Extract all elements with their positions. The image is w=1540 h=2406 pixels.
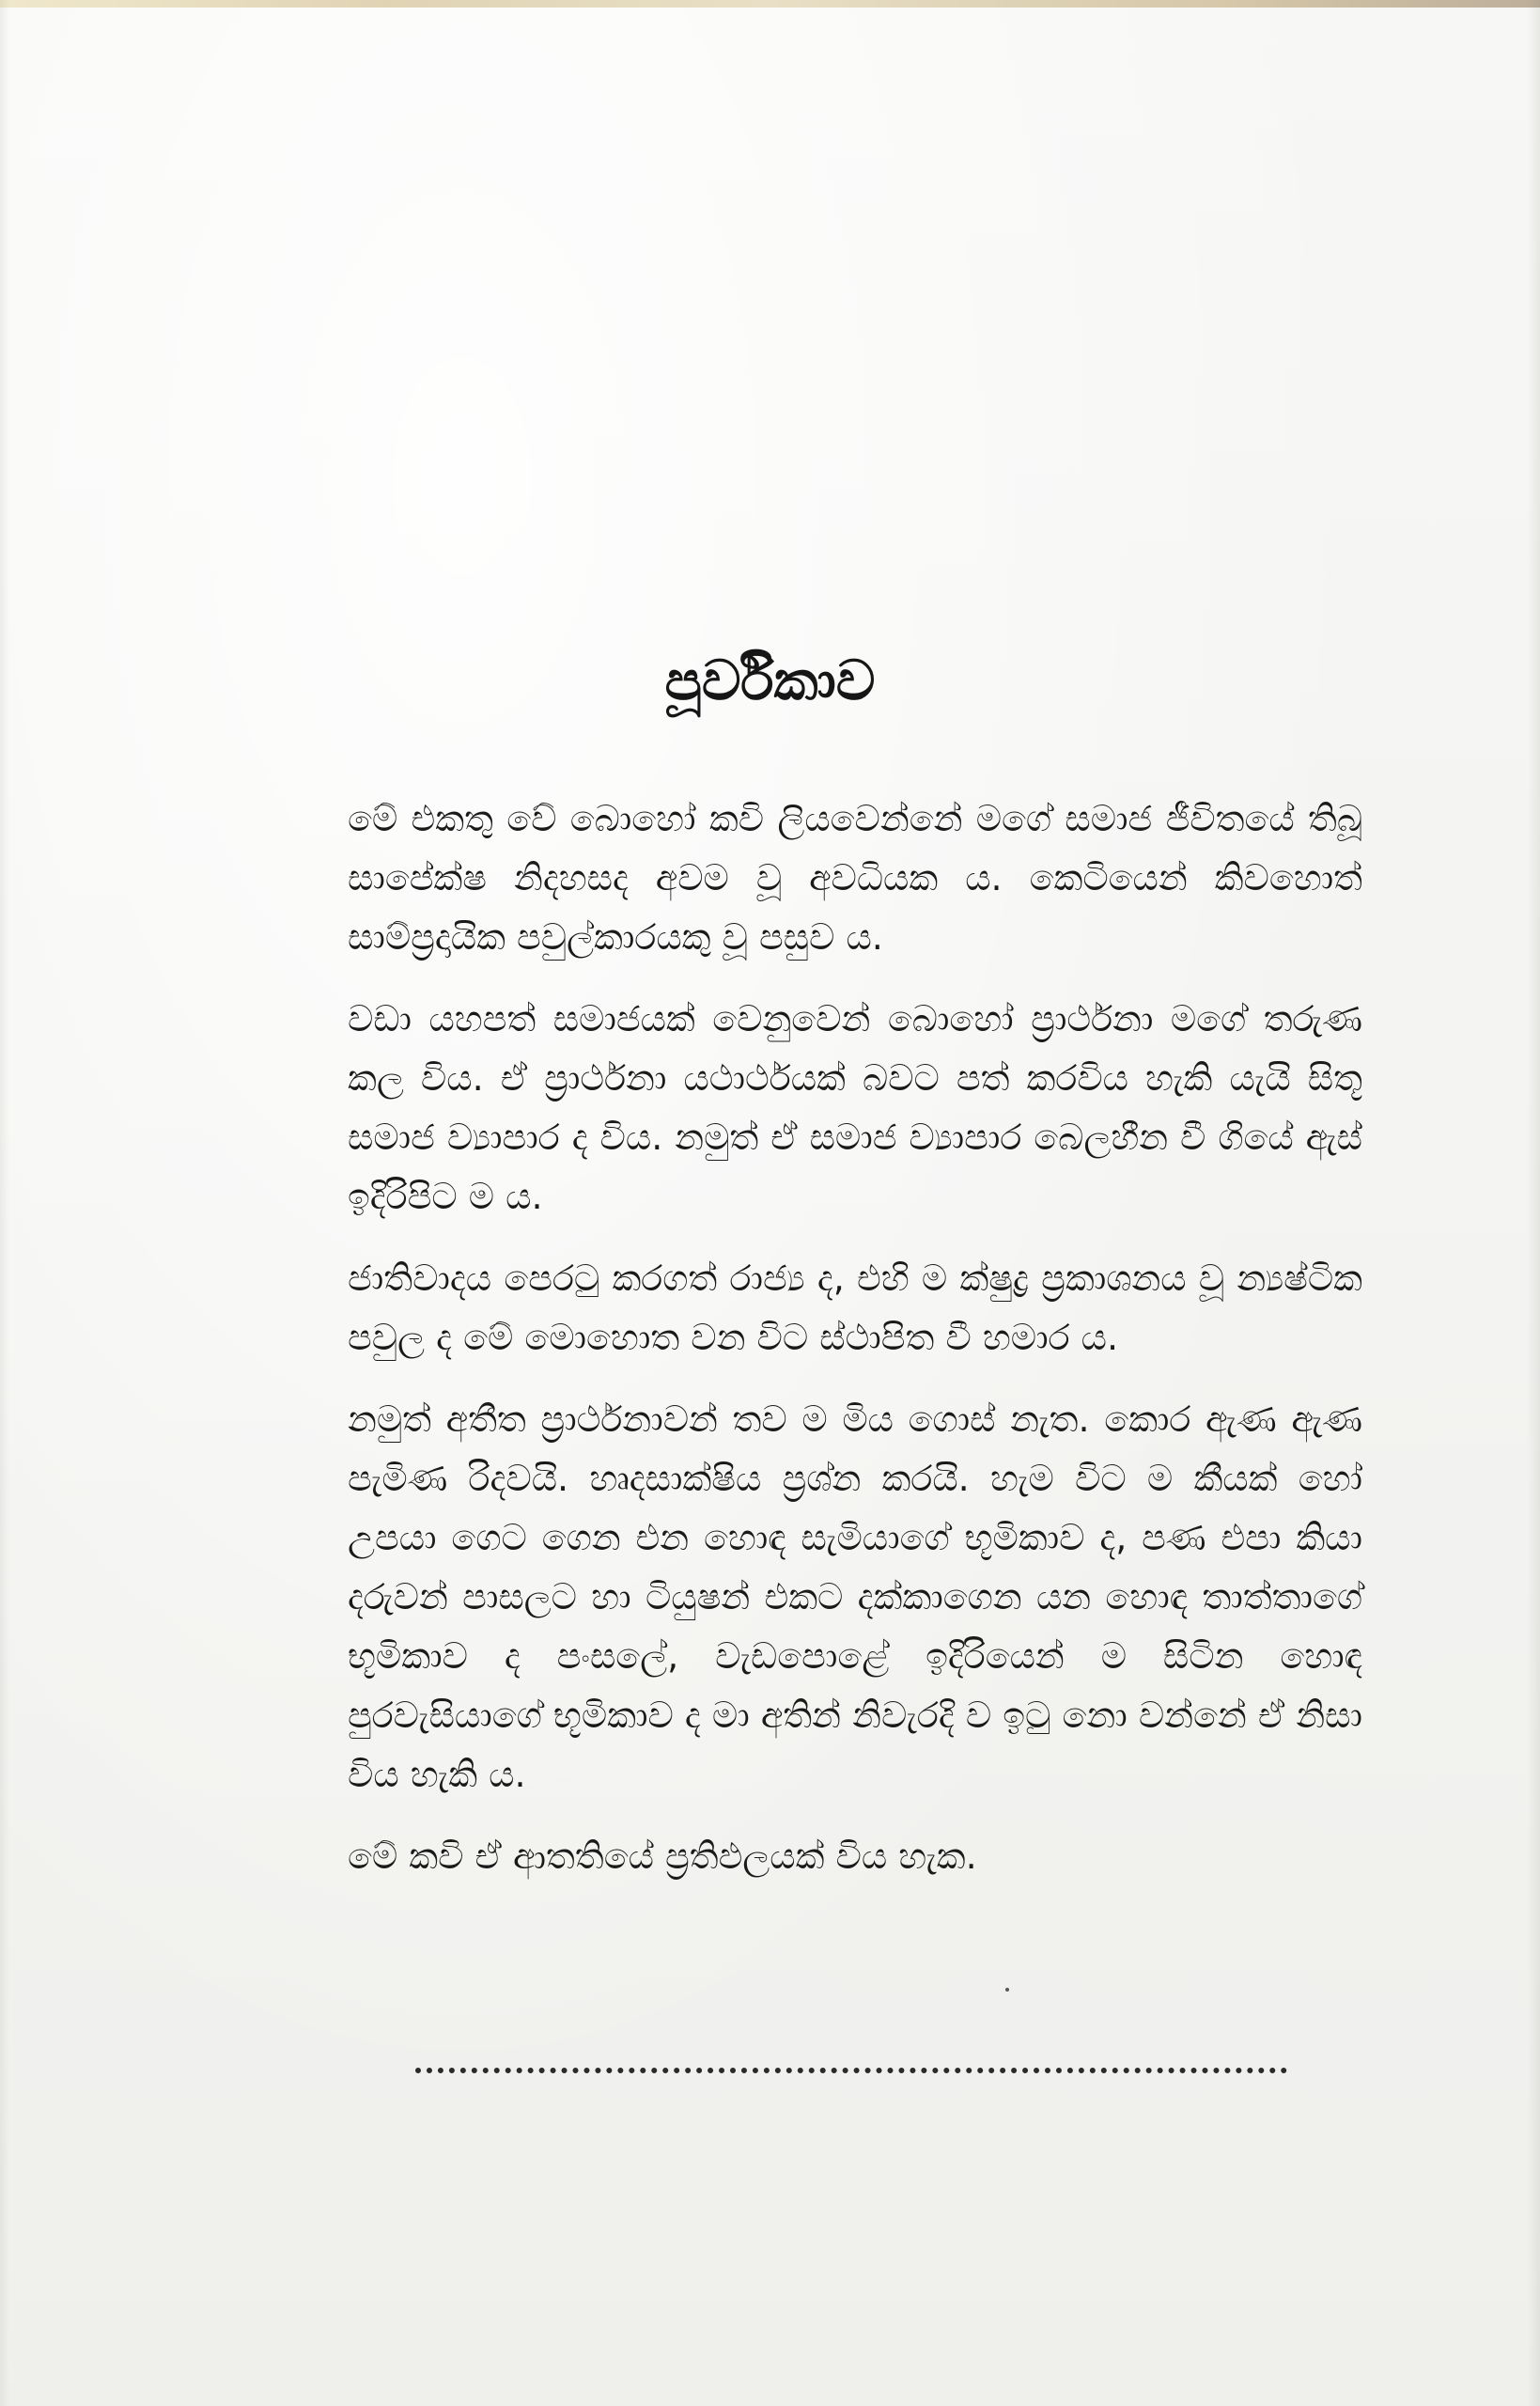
page-top-edge [0, 0, 1540, 8]
page-left-edge [0, 0, 9, 2406]
preface-body [348, 789, 1362, 1909]
paragraph-2: වඩා යහපත් සමාජයක් වෙනුවෙන් බොහෝ ප්‍රාර්ථනා මගේ තරුණ කල විය. ඒ ප්‍රාර්ථනා යථාර්ථයක් බවට පත් කරවිය හැකි යැයි සිතූ සමාජ ව්‍යාපාර ද විය. නමුත් ඒ සමාජ ව්‍යාපාර බෙලහීන වී ගියේ ඇස් ඉදිරිපිට ම ය. [348, 998, 1362, 1217]
dotted-separator [415, 2068, 1287, 2073]
paragraph-1: මේ එකතු වේ බොහෝ කවි ලියවෙන්නේ මගේ සමාජ ජීවිතයේ තිබූ සාපේක්ෂ නිදහසද අවම වූ අවධියක ය. කෙටියෙන් කිවහොත් සාම්ප්‍රදායික පවුල්කාරයකු වූ පසුව ය. [348, 798, 1362, 958]
paragraph-4: නමුත් අතීත ප්‍රාර්ථනාවන් තව ම මිය ගොස් නැත. කොර ඇණ ඇණ පැමිණ රිදවයි. හෘදසාක්ෂිය ප්‍රශ්න කරයි. හැම විට ම කීයක් හෝ උපයා ගෙට ගෙන එන හොඳ සැමියාගේ භූමිකාව ද, පණ එපා කියා දරුවන් පාසලට හා ටියුෂන් එකට දක්කාගෙන යන හොඳ තාත්තාගේ භූමිකාව ද පංසලේ, වැඩපොළේ ඉදිරියෙන් ම සිටින හොඳ පුරවැසියාගේ භූමිකාව ද මා අතින් නිවැරදි ව ඉටු නො වන්නේ ඒ නිසා විය හැකි ය. [348, 1398, 1362, 1795]
paper-speck [1005, 1988, 1009, 1992]
page-right-edge [1527, 0, 1540, 2406]
paragraph-5: මේ කවි ඒ ආතතියේ ප්‍රතිඵලයක් විය හැක. [348, 1836, 977, 1877]
paragraph-3: ජාතිවාදය පෙරටු කරගත් රාජ්‍ය ද, එහි ම ක්ෂුද්‍ර ප්‍රකාශනය වූ න්‍යෂ්ටික පවුල ද මේ මොහොත වන විට ස්ථාපිත වී හමාර ය. [348, 1258, 1362, 1358]
page-title: පූර්විකාව [664, 648, 876, 712]
